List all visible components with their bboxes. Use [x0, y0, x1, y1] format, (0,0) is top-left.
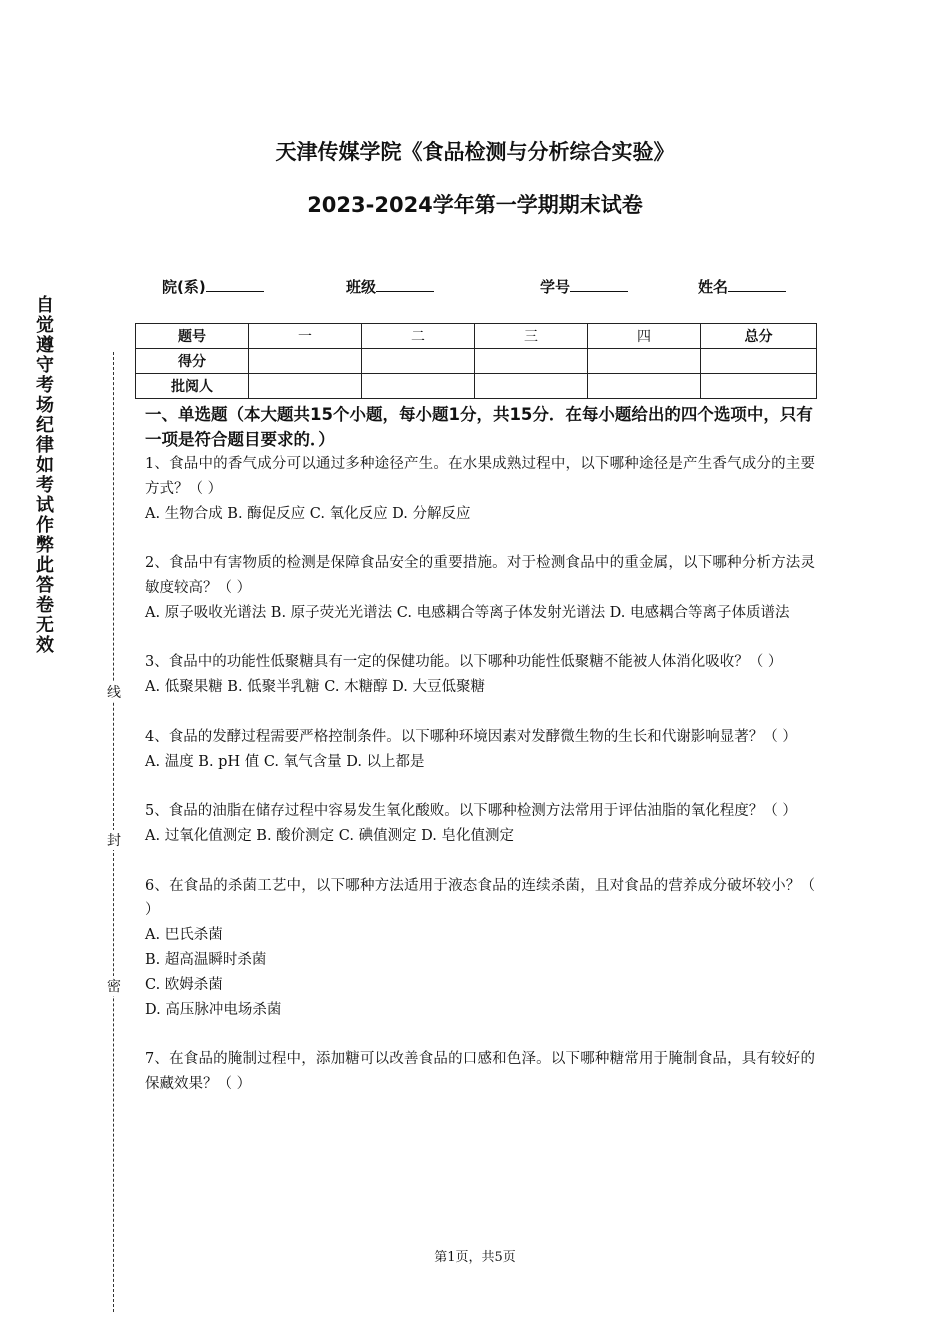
question-options: A. 低聚果糖 B. 低聚半乳糖 C. 木糖醇 D. 大豆低聚糖 [145, 679, 486, 696]
score-table-column: 总分 [701, 324, 817, 349]
side-warning-text: 自觉遵守考场纪律如考试作弊此答卷无效 [36, 295, 54, 656]
grader-cell[interactable] [475, 374, 588, 399]
page-footer: 第1页，共5页 [434, 1250, 516, 1265]
score-table-column: 四 [588, 324, 701, 349]
exam-title-line1: 天津传媒学院《食品检测与分析综合实验》 [275, 140, 675, 164]
student-id-blank[interactable] [570, 277, 628, 292]
score-table-row-label: 得分 [136, 349, 249, 374]
seal-char-secret: 密 [105, 976, 123, 996]
question-item [145, 452, 815, 526]
name-blank[interactable] [728, 277, 786, 292]
question-stem: 2、食品中有害物质的检测是保障食品安全的重要措施。对于检测食品中的重金属，以下哪种分析方法灵敏度较高？（ ） [145, 555, 815, 596]
question-option: A. 巴氏杀菌 [145, 927, 223, 944]
score-cell[interactable] [701, 349, 817, 374]
score-cell[interactable] [588, 349, 701, 374]
grader-cell[interactable] [588, 374, 701, 399]
question-item [145, 1047, 815, 1097]
score-table [135, 323, 817, 399]
question-item [145, 874, 815, 1023]
score-cell[interactable] [475, 349, 588, 374]
question-stem: 3、食品中的功能性低聚糖具有一定的保健功能。以下哪种功能性低聚糖不能被人体消化吸收？（ ） [145, 654, 783, 671]
score-table-column: 三 [475, 324, 588, 349]
class-label: 班级 [346, 278, 377, 296]
question-options: A. 生物合成 B. 酶促反应 C. 氧化反应 D. 分解反应 [145, 505, 471, 522]
question-stem: 4、食品的发酵过程需要严格控制条件。以下哪种环境因素对发酵微生物的生长和代谢影响显著？（ ） [145, 728, 797, 745]
score-table-score-row [136, 349, 817, 374]
score-table-column: 二 [362, 324, 475, 349]
score-table-column: 一 [249, 324, 362, 349]
score-table-row-label: 题号 [136, 324, 249, 349]
seal-char-line: 线 [105, 682, 123, 702]
score-cell[interactable] [362, 349, 475, 374]
seal-char-seal: 封 [105, 830, 123, 850]
grader-cell[interactable] [362, 374, 475, 399]
question-item [145, 725, 815, 775]
class-blank[interactable] [376, 277, 434, 292]
question-stem: 1、食品中的香气成分可以通过多种途径产生。在水果成熟过程中，以下哪种途径是产生香气成分的主要方式？（ ） [145, 456, 815, 497]
question-stem: 7、在食品的腌制过程中，添加糖可以改善食品的口感和色泽。以下哪种糖常用于腌制食品，具有较好的保藏效果？（ ） [145, 1051, 815, 1092]
grader-cell[interactable] [701, 374, 817, 399]
question-options: A. 温度 B. pH 值 C. 氧气含量 D. 以上都是 [145, 753, 425, 770]
question-item [145, 799, 815, 849]
score-table-row-label: 批阅人 [136, 374, 249, 399]
department-blank[interactable] [206, 277, 264, 292]
question-stem: 6、在食品的杀菌工艺中，以下哪种方法适用于液态食品的连续杀菌，且对食品的营养成分破坏较小？（ ） [145, 877, 815, 919]
department-label: 院(系) [162, 278, 206, 296]
department-field[interactable] [162, 276, 264, 297]
name-field[interactable] [698, 276, 786, 297]
question-item [145, 551, 815, 625]
score-table-header-row [136, 324, 817, 349]
question-list [145, 452, 815, 1097]
question-options: A. 过氧化值测定 B. 酸价测定 C. 碘值测定 D. 皂化值测定 [145, 827, 515, 844]
section1-heading: 一、单选题（本大题共15个小题，每小题1分，共15分．在每小题给出的四个选项中，只有一项是符合题目要求的．） [145, 405, 813, 449]
question-option: B. 超高温瞬时杀菌 [145, 951, 267, 968]
question-item [145, 650, 815, 700]
score-cell[interactable] [249, 349, 362, 374]
name-label: 姓名 [698, 278, 729, 296]
exam-title-line2: 2023-2024学年第一学期期末试卷 [307, 193, 643, 217]
question-option: D. 高压脉冲电场杀菌 [145, 1001, 282, 1018]
question-option: C. 欧姆杀菌 [145, 976, 223, 993]
student-id-field[interactable] [540, 276, 628, 297]
class-field[interactable] [346, 276, 434, 297]
student-id-label: 学号 [540, 278, 571, 296]
grader-cell[interactable] [249, 374, 362, 399]
score-table-grader-row [136, 374, 817, 399]
question-stem: 5、食品的油脂在储存过程中容易发生氧化酸败。以下哪种检测方法常用于评估油脂的氧化程度？（ ） [145, 803, 797, 820]
question-options: A. 原子吸收光谱法 B. 原子荧光光谱法 C. 电感耦合等离子体发射光谱法 D. 电感耦合等离子体质谱法 [145, 604, 790, 621]
